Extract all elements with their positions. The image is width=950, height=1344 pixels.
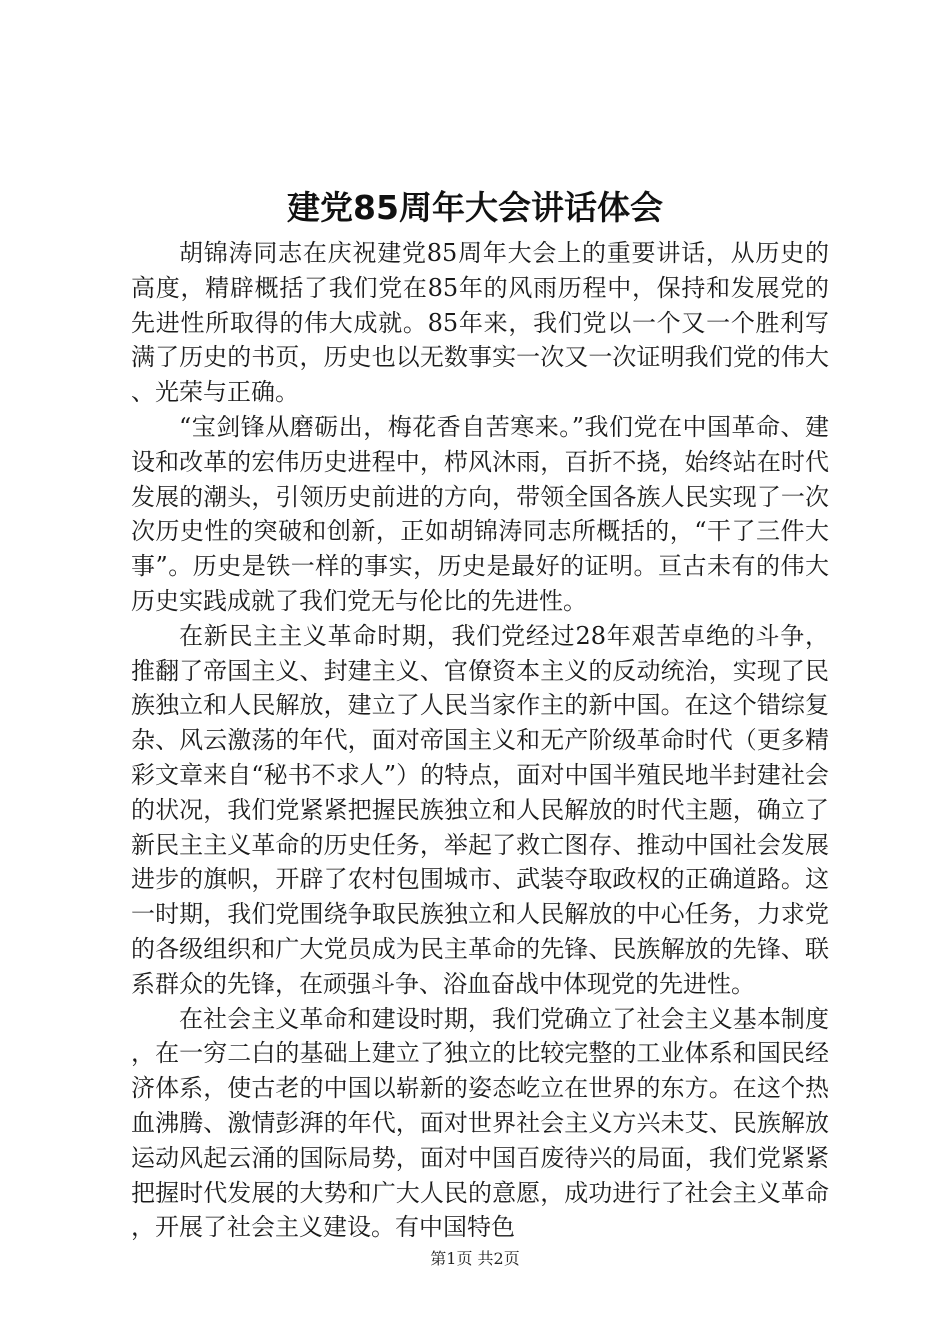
document-title: 建党85周年大会讲话体会: [287, 188, 663, 227]
page-number-footer: 第1页 共2页: [430, 1249, 520, 1268]
paragraph: 在社会主义革命和建设时期，我们党确立了社会主义基本制度，在一穷二白的基础上建立了独立的比较完整的工业体系和国民经济体系，使古老的中国以崭新的姿态屹立在世界的东方。在这个热血沸腾、激情彭湃的年代，面对世界社会主义方兴未艾、民族解放运动风起云涌的国际局势，面对中国百废待兴的局面，我们党紧紧把握时代发展的大势和广大人民的意愿，成功进行了社会主义革命，开展了社会主义建设。有中国特色: [131, 1004, 829, 1242]
paragraph: “宝剑锋从磨砺出，梅花香自苦寒来。”我们党在中国革命、建设和改革的宏伟历史进程中，栉风沐雨，百折不挠，始终站在时代发展的潮头，引领历史前进的方向，带领全国各族人民实现了一次次历史性的突破和创新，正如胡锦涛同志所概括的，“干了三件大事”。历史是铁一样的事实，历史是最好的证明。亘古未有的伟大历史实践成就了我们党无与伦比的先进性。: [131, 412, 829, 615]
paragraph: 在新民主主义革命时期，我们党经过28年艰苦卓绝的斗争，推翻了帝国主义、封建主义、官僚资本主义的反动统治，实现了民族独立和人民解放，建立了人民当家作主的新中国。在这个错综复杂、风云激荡的年代，面对帝国主义和无产阶级革命时代（更多精彩文章来自“秘书不求人”）的特点，面对中国半殖民地半封建社会的状况，我们党紧紧把握民族独立和人民解放的时代主题，确立了新民主主义革命的历史任务，举起了救亡图存、推动中国社会发展进步的旗帜，开辟了农村包围城市、武装夺取政权的正确道路。这一时期，我们党围绕争取民族独立和人民解放的中心任务，力求党的各级组织和广大党员成为民主革命的先锋、民族解放的先锋、联系群众的先锋，在顽强斗争、浴血奋战中体现党的先进性。: [131, 621, 829, 998]
document-body: [131, 236, 829, 1245]
paragraph: 胡锦涛同志在庆祝建党85周年大会上的重要讲话，从历史的高度，精辟概括了我们党在85年的风雨历程中，保持和发展党的先进性所取得的伟大成就。85年来，我们党以一个又一个胜利写满了历史的书页，历史也以无数事实一次又一次证明我们党的伟大、光荣与正确。: [131, 239, 829, 407]
